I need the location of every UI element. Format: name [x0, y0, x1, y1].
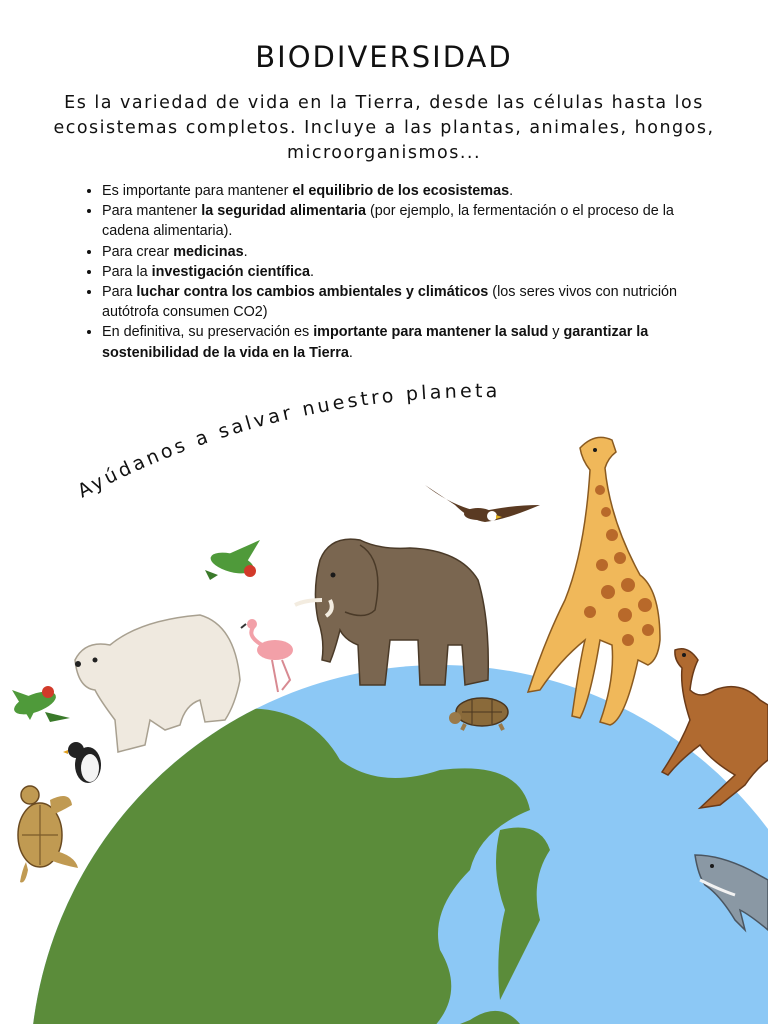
list-item: • Para la investigación científica.: [102, 262, 722, 282]
flamingo-icon: [241, 619, 293, 692]
sea-turtle-icon: [18, 786, 78, 883]
polar-bear-icon: [75, 615, 240, 752]
intro-paragraph: Es la variedad de vida en la Tierra, desde las células hasta los ecosistemas completos. Incluye a las plantas, animales, hongos, microorganismos...: [53, 93, 715, 163]
list-item: • Es importante para mantener el equilibrio de los ecosistemas.: [102, 181, 722, 201]
benefits-list: [84, 181, 722, 363]
list-item: • Para luchar contra los cambios ambientales y climáticos (los seres vivos con nutrición autótrofa consumen CO2): [102, 282, 722, 322]
penguin-icon: [63, 742, 101, 783]
elephant-icon: [295, 539, 488, 685]
eagle-icon: [425, 485, 540, 522]
list-item: • En definitiva, su preservación es importante para mantener la salud y garantizar la sostenibilidad de la vida en la Tierra.: [102, 322, 722, 362]
slogan-text: [74, 380, 501, 502]
parrot-icon: [205, 540, 260, 580]
list-item: • Para crear medicinas.: [102, 242, 722, 262]
earth-illustration: [0, 380, 768, 1024]
slogan-path-text: Ayúdanos a salvar nuestro planeta: [74, 380, 501, 503]
list-item: • Para mantener la seguridad alimentaria (por ejemplo, la fermentación o el proceso de la cadena alimentaria).: [102, 201, 722, 241]
page-title: BIODIVERSIDAD: [255, 40, 513, 74]
parrot-icon: [11, 686, 70, 722]
